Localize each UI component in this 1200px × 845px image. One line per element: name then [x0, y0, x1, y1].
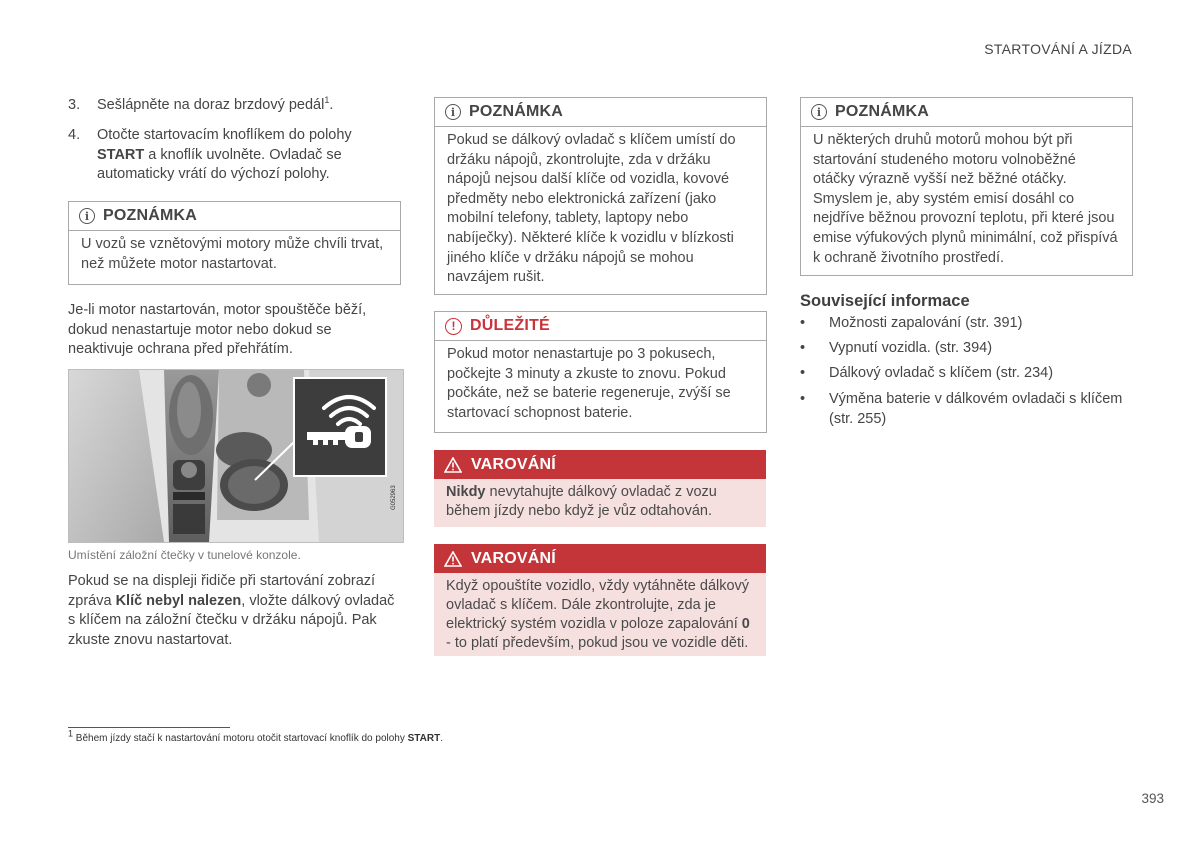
warning-title: VAROVÁNÍ [471, 455, 556, 473]
bullet: • [800, 391, 806, 407]
step-3: 3. Sešlápněte na doraz brzdový pedál$^1$. [68, 96, 398, 116]
warning-bold: 0 [741, 616, 750, 632]
warning-bold: Nikdy [446, 484, 486, 500]
footnote-text: . [440, 733, 443, 744]
warning-header [434, 450, 766, 479]
note-text: U některých druhů motorů mohou být při startování studeného motoru volnoběžné otáčky výrazně vyšší než běžné otáčky. Smyslem je, aby systém emisí dosáhl co nejdříve běžnou provozní teplotu, při které jsou emise výfukových plynů minimální, což přispívá k ochraně životního prostředí. [813, 132, 1118, 266]
step-text: Otočte startovacím knoflíkem do polohy [97, 127, 352, 143]
note-title: POZNÁMKA [835, 103, 930, 120]
important-title: DŮLEŽITÉ [470, 317, 550, 334]
figure-code: G052963 [391, 485, 397, 510]
warning-triangle-icon [444, 457, 462, 473]
step-text: a knoflík uvolněte. Ovladač se automaticky vrátí do výchozí polohy. [97, 146, 342, 183]
note-header [69, 202, 400, 231]
key-message-paragraph [68, 572, 399, 650]
info-icon: i [445, 104, 461, 120]
footnote-divider [68, 727, 230, 728]
figure-caption: Umístění záložní čtečky v tunelové konzole. [68, 548, 301, 562]
note-box-right [800, 97, 1133, 276]
related-link-1[interactable] [800, 314, 1140, 334]
console-illustration [69, 370, 403, 542]
footnote-text: Během jízdy stačí k nastartování motoru otočit startovací knoflík do polohy [75, 733, 408, 744]
info-icon: i [79, 208, 95, 224]
warning-text [434, 573, 766, 659]
related-link-text[interactable]: Výměna baterie v dálkovém ovladači s klíčem (str. 255) [829, 391, 1123, 427]
note-text: U vozů se vznětovými motory může chvíli trvat, než můžete motor nastartovat. [81, 236, 384, 272]
warning-body: - to platí především, pokud jsou ve vozidle děti. [446, 635, 749, 651]
exclamation-icon: ! [445, 318, 462, 335]
step-number: 4. [68, 127, 81, 143]
warning-box-2 [434, 544, 766, 656]
important-box [434, 311, 767, 433]
step-number: 3. [68, 97, 81, 113]
note-header [801, 98, 1132, 127]
related-info-title: Související informace [800, 292, 970, 310]
important-header [435, 312, 766, 341]
section-header: STARTOVÁNÍ A JÍZDA [984, 41, 1132, 57]
related-link-4[interactable] [800, 390, 1135, 429]
footnote-bold: START [407, 733, 441, 744]
warning-body: nevytahujte dálkový ovladač z vozu během jízdy nebo když je vůz odtahován. [446, 484, 717, 519]
note-box-left [68, 201, 401, 285]
paragraph-bold: Klíč nebyl nalezen [115, 592, 242, 609]
related-link-text[interactable]: Dálkový ovladač s klíčem (str. 234) [829, 365, 1054, 381]
related-link-3[interactable] [800, 364, 1140, 384]
related-link-text[interactable]: Možnosti zapalování (str. 391) [829, 315, 1023, 331]
console-figure [68, 369, 404, 543]
step-text: Sešlápněte na doraz brzdový pedál [97, 97, 325, 113]
step-4 [68, 126, 398, 185]
bullet: • [800, 340, 806, 356]
related-link-2[interactable] [800, 339, 1140, 359]
warning-text [434, 479, 766, 527]
warning-body: Když opouštíte vozidlo, vždy vytáhněte dálkový ovladač s klíčem. Dále zkontrolujte, zda je elektrický systém vozidla v poloze zapalování [446, 578, 750, 632]
warning-title: VAROVÁNÍ [471, 549, 556, 567]
note-header [435, 98, 766, 127]
warning-triangle-icon [444, 551, 462, 567]
step-bold: START [97, 146, 145, 163]
footnote [68, 728, 443, 744]
bullet: • [800, 365, 806, 381]
page-number: 393 [1141, 791, 1164, 806]
footnote-ref[interactable]: 1 [324, 95, 330, 106]
footnote-number: 1 [68, 728, 74, 739]
note-title: POZNÁMKA [103, 207, 198, 224]
note-title: POZNÁMKA [469, 103, 564, 120]
warning-header [434, 544, 766, 573]
paragraph-text: Pokud se na displeji řidiče při startování zobrazí zpráva [68, 573, 376, 609]
bullet: • [800, 315, 806, 331]
info-icon: i [811, 104, 827, 120]
warning-box-1 [434, 450, 766, 527]
starter-paragraph: Je-li motor nastartován, motor spouštěče běží, dokud nenastartuje motor nebo dokud se neaktivuje ochrana před přehřátím. [68, 302, 367, 358]
note-text: Pokud se dálkový ovladač s klíčem umístí do držáku nápojů, zkontrolujte, zda v držáku nápojů nejsou další klíče od vozidla, kovové předměty nebo elektronická zařízení (jako mobilní telefony, tablety, laptopy nebo nabíječky). Některé klíče k vozidlu v blízkosti jiného klíče v držáku nápojů se mohou navzájem rušit. [447, 132, 736, 286]
paragraph-text: , vložte dálkový ovladač s klíčem na záložní čtečku v držáku nápojů. Pak zkuste znovu nastartovat. [68, 592, 395, 648]
important-text: Pokud motor nenastartuje po 3 pokusech, počkejte 3 minuty a zkuste to znovu. Pokud počkáte, než se baterie regeneruje, zvýší se startovací schopnost baterie. [447, 346, 731, 421]
note-box-middle [434, 97, 767, 295]
related-link-text[interactable]: Vypnutí vozidla. (str. 394) [829, 340, 993, 356]
